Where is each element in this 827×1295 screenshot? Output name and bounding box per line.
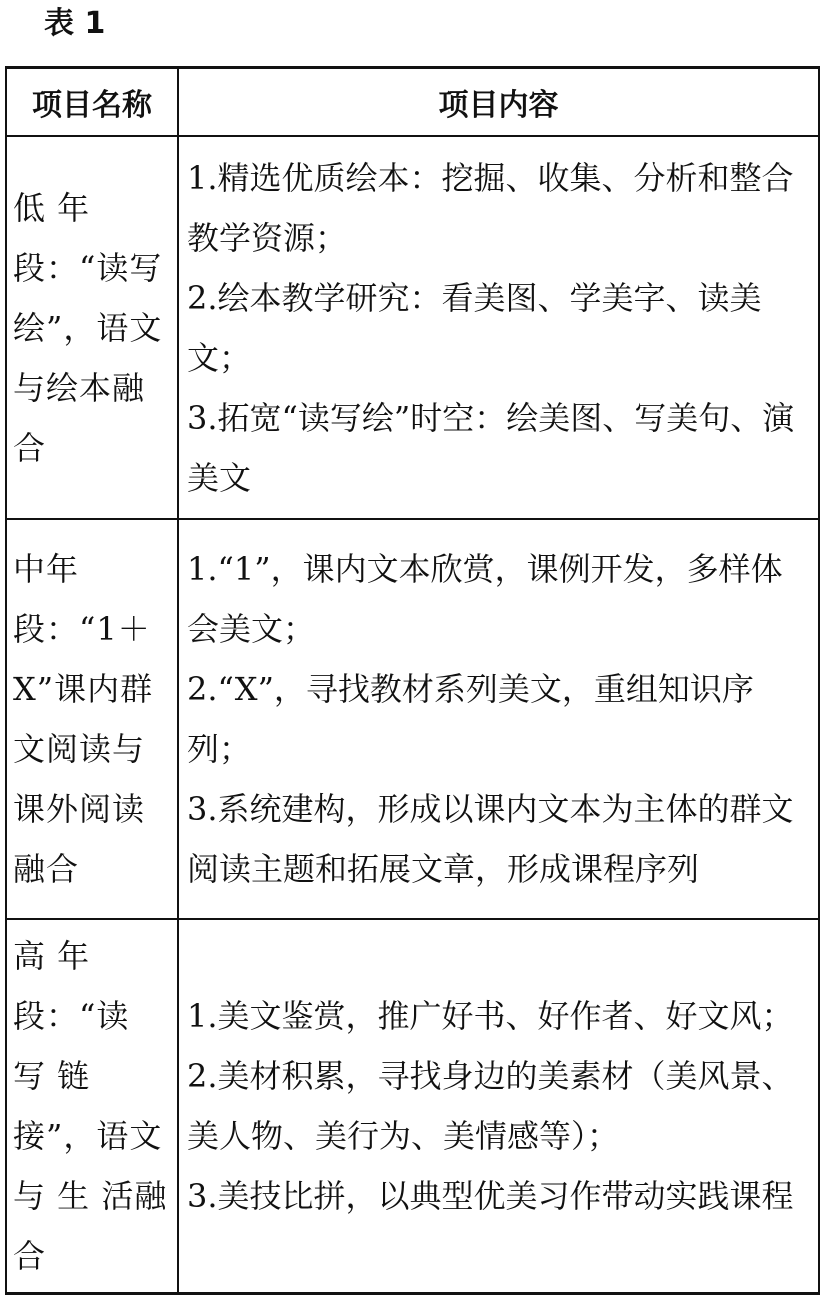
project-content-cell [178,519,819,919]
content-item: 3.拓宽“读写绘”时空：绘美图、写美句、演美文 [187,398,795,497]
project-name-cell: 低 年 段：“读写绘”，语文与绘本融合 [6,136,178,519]
content-item: 2.美材积累，寻找身边的美素材（美风景、美人物、美行为、美情感等）； [187,1057,794,1155]
content-item: 3.系统建构，形成以课内文本为主体的群文阅读主题和拓展文章，形成课程序列 [187,790,794,888]
table-caption: 表 1 [44,6,106,41]
project-table [5,66,820,1295]
content-item: 2.绘本教学研究：看美图、学美字、读美文； [187,278,762,377]
table-row [6,519,819,919]
column-header-project-name: 项目名称 [6,68,178,137]
content-item: 2.“X”，寻找教材系列美文，重组知识序列； [187,670,754,768]
project-content-cell [178,136,819,519]
project-content-cell [178,919,819,1294]
project-name-cell: 高 年 段：“读 写 链接”，语文与 生 活融合 [6,919,178,1294]
table-header-row [6,68,819,137]
table-row [6,136,819,519]
content-item: 1.“1”，课内文本欣赏，课例开发，多样体会美文； [187,550,783,648]
table-row [6,919,819,1294]
content-item: 3.美技比拼，以典型优美习作带动实践课程 [187,1177,794,1215]
column-header-project-content: 项目内容 [178,68,819,137]
content-item: 1.美文鉴赏，推广好书、好作者、好文风； [187,997,794,1035]
content-item: 1.精选优质绘本：挖掘、收集、分析和整合教学资源； [187,158,794,257]
project-name-cell: 中年段：“1＋X”课内群文阅读与课外阅读融合 [6,519,178,919]
